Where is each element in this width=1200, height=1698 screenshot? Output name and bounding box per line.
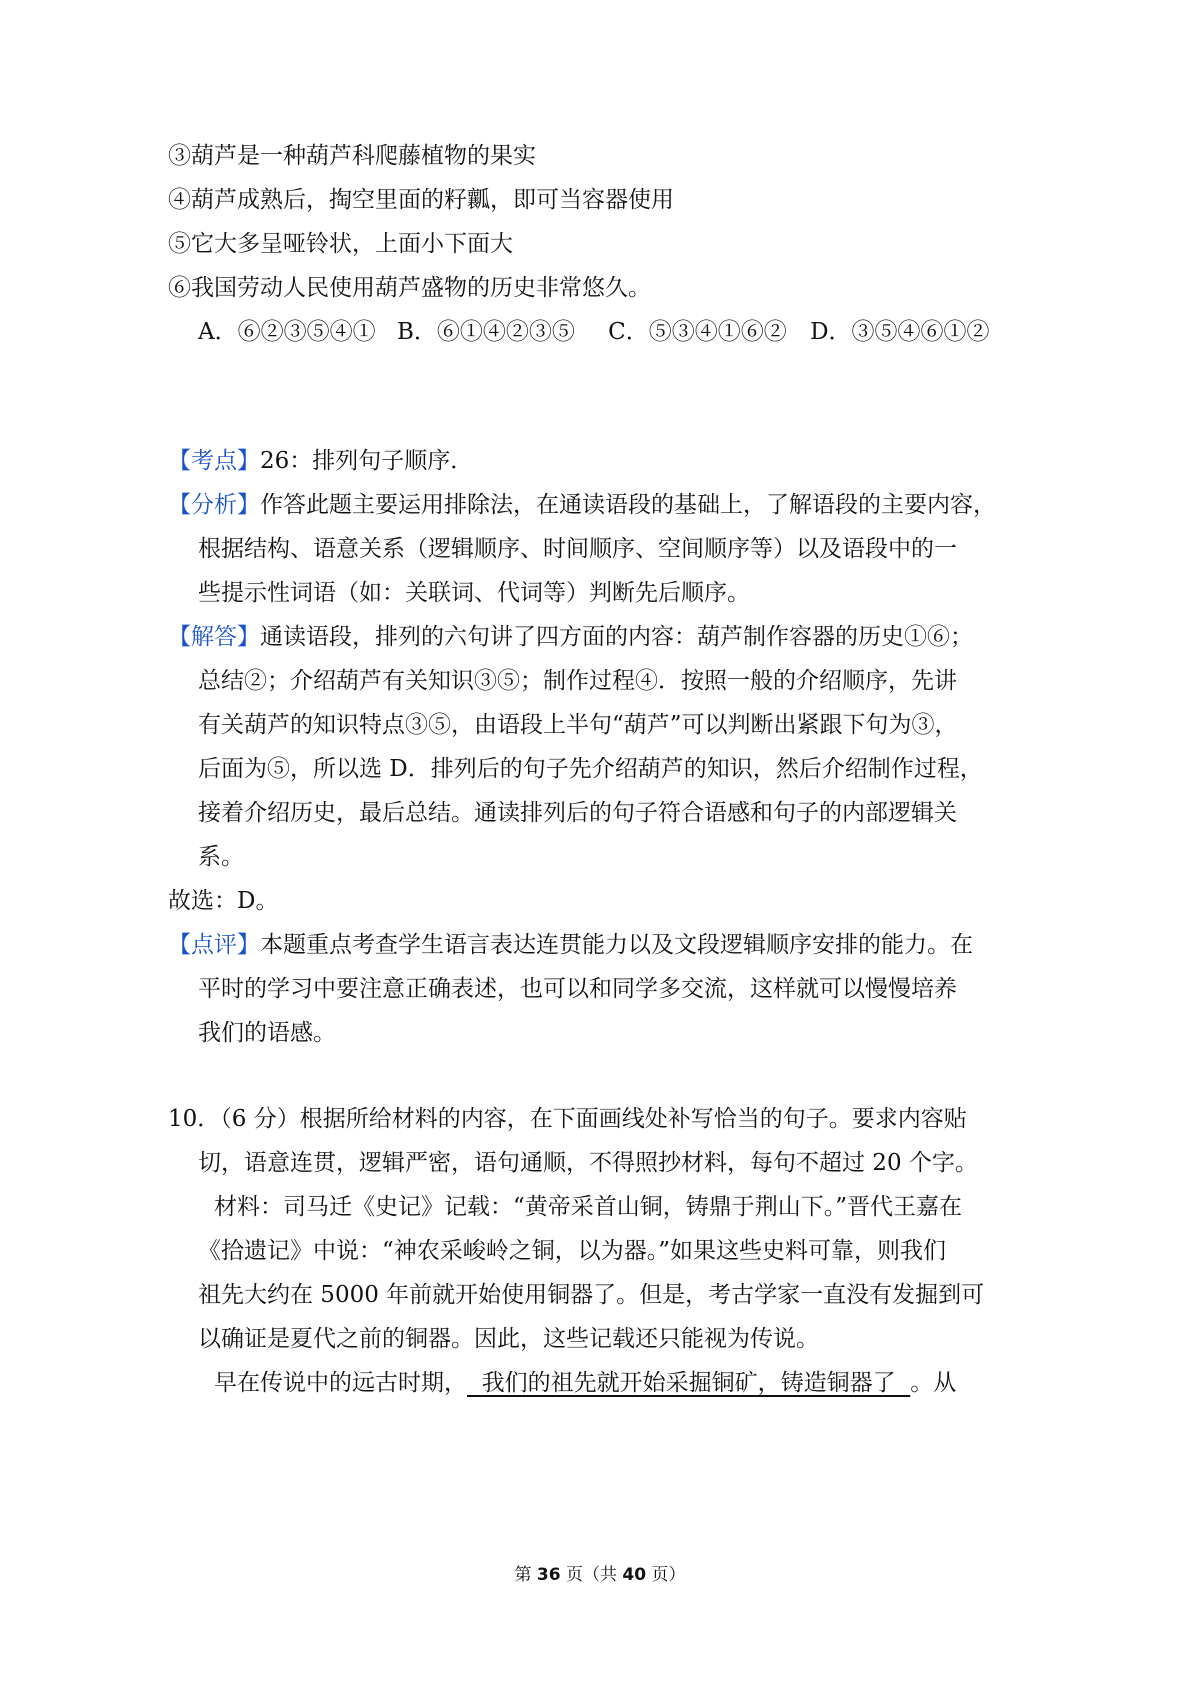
jieda-line-3: 有关葫芦的知识特点③⑤，由语段上半句“葫芦”可以判断出紧跟下句为③， — [198, 712, 958, 738]
fill-in-answer: 我们的祖先就开始采掘铜矿，铸造铜器了 — [467, 1370, 911, 1396]
question-10-line-2: 切，语意连贯，逻辑严密，语句通顺，不得照抄材料，每句不超过 20 个字。 — [198, 1150, 978, 1176]
page-number: 36 — [536, 1565, 561, 1585]
page-footer — [0, 1560, 1200, 1585]
option-a: A．⑥②③⑤④① — [198, 319, 376, 345]
dianping-line-2: 平时的学习中要注意正确表述，也可以和同学多交流，这样就可以慢慢培养 — [198, 976, 957, 1002]
page-total: 40 — [622, 1565, 647, 1585]
fenxi-tag: 【分析】 — [168, 492, 260, 518]
material-line-1: 材料：司马迁《史记》记载：“黄帝采首山铜，铸鼎于荆山下。”晋代王嘉在 — [214, 1194, 963, 1220]
jieda-tag: 【解答】 — [168, 624, 260, 650]
sentence-5: ⑤它大多呈哑铃状，上面小下面大 — [168, 231, 513, 257]
fill-in-line — [214, 1368, 956, 1398]
kaodian-line — [168, 446, 473, 476]
footer-prefix: 第 — [514, 1565, 537, 1585]
jieda-text-1: 通读语段，排列的六句讲了四方面的内容：葫芦制作容器的历史①⑥； — [260, 624, 973, 650]
kaodian-tag: 【考点】 — [168, 448, 260, 474]
fill-in-suffix: 。从 — [910, 1370, 957, 1396]
footer-middle: 页（共 — [560, 1565, 623, 1585]
material-line-2: 《拾遗记》中说：“神农采峻岭之铜，以为器。”如果这些史料可靠，则我们 — [198, 1238, 947, 1264]
option-d: D．③⑤④⑥①② — [810, 319, 990, 345]
material-line-4: 以确证是夏代之前的铜器。因此，这些记载还只能视为传说。 — [198, 1326, 819, 1352]
jieda-line-5: 接着介绍历史，最后总结。通读排列后的句子符合语感和句子的内部逻辑关 — [198, 800, 957, 826]
dianping-tag: 【点评】 — [168, 932, 260, 958]
option-b: B．⑥①④②③⑤ — [396, 319, 575, 345]
material-line-3: 祖先大约在 5000 年前就开始使用铜器了。但是，考古学家一直没有发掘到可 — [198, 1282, 985, 1308]
jieda-line-4: 后面为⑤，所以选 D．排列后的句子先介绍葫芦的知识，然后介绍制作过程， — [198, 756, 983, 782]
fenxi-line-2: 根据结构、语意关系（逻辑顺序、时间顺序、空间顺序等）以及语段中的一 — [198, 536, 957, 562]
answer-options — [198, 317, 990, 347]
sentence-6: ⑥我国劳动人民使用葫芦盛物的历史非常悠久。 — [168, 275, 651, 301]
kaodian-text: 26：排列句子顺序． — [260, 448, 474, 474]
jieda-line-2: 总结②；介绍葫芦有关知识③⑤；制作过程④．按照一般的介绍顺序，先讲 — [198, 668, 957, 694]
fill-in-prefix: 早在传说中的远古时期， — [214, 1370, 467, 1396]
sentence-3: ③葫芦是一种葫芦科爬藤植物的果实 — [168, 143, 536, 169]
dianping-text-1: 本题重点考查学生语言表达连贯能力以及文段逻辑顺序安排的能力。在 — [260, 932, 973, 958]
fenxi-line-1 — [168, 490, 996, 520]
dianping-line-1 — [168, 930, 973, 960]
question-10-line-1: 10．（6 分）根据所给材料的内容，在下面画线处补写恰当的句子。要求内容贴 — [168, 1106, 967, 1132]
fenxi-text-1: 作答此题主要运用排除法，在通读语段的基础上，了解语段的主要内容， — [260, 492, 996, 518]
footer-suffix: 页） — [646, 1565, 686, 1585]
dianping-line-3: 我们的语感。 — [198, 1020, 336, 1046]
jieda-line-6: 系。 — [198, 844, 244, 870]
fenxi-line-3: 些提示性词语（如：关联词、代词等）判断先后顺序。 — [198, 580, 750, 606]
jieda-line-1 — [168, 622, 973, 652]
answer-line: 故选：D。 — [168, 888, 279, 914]
sentence-4: ④葫芦成熟后，掏空里面的籽瓤，即可当容器使用 — [168, 187, 674, 213]
option-c: C．⑤③④①⑥② — [608, 319, 787, 345]
